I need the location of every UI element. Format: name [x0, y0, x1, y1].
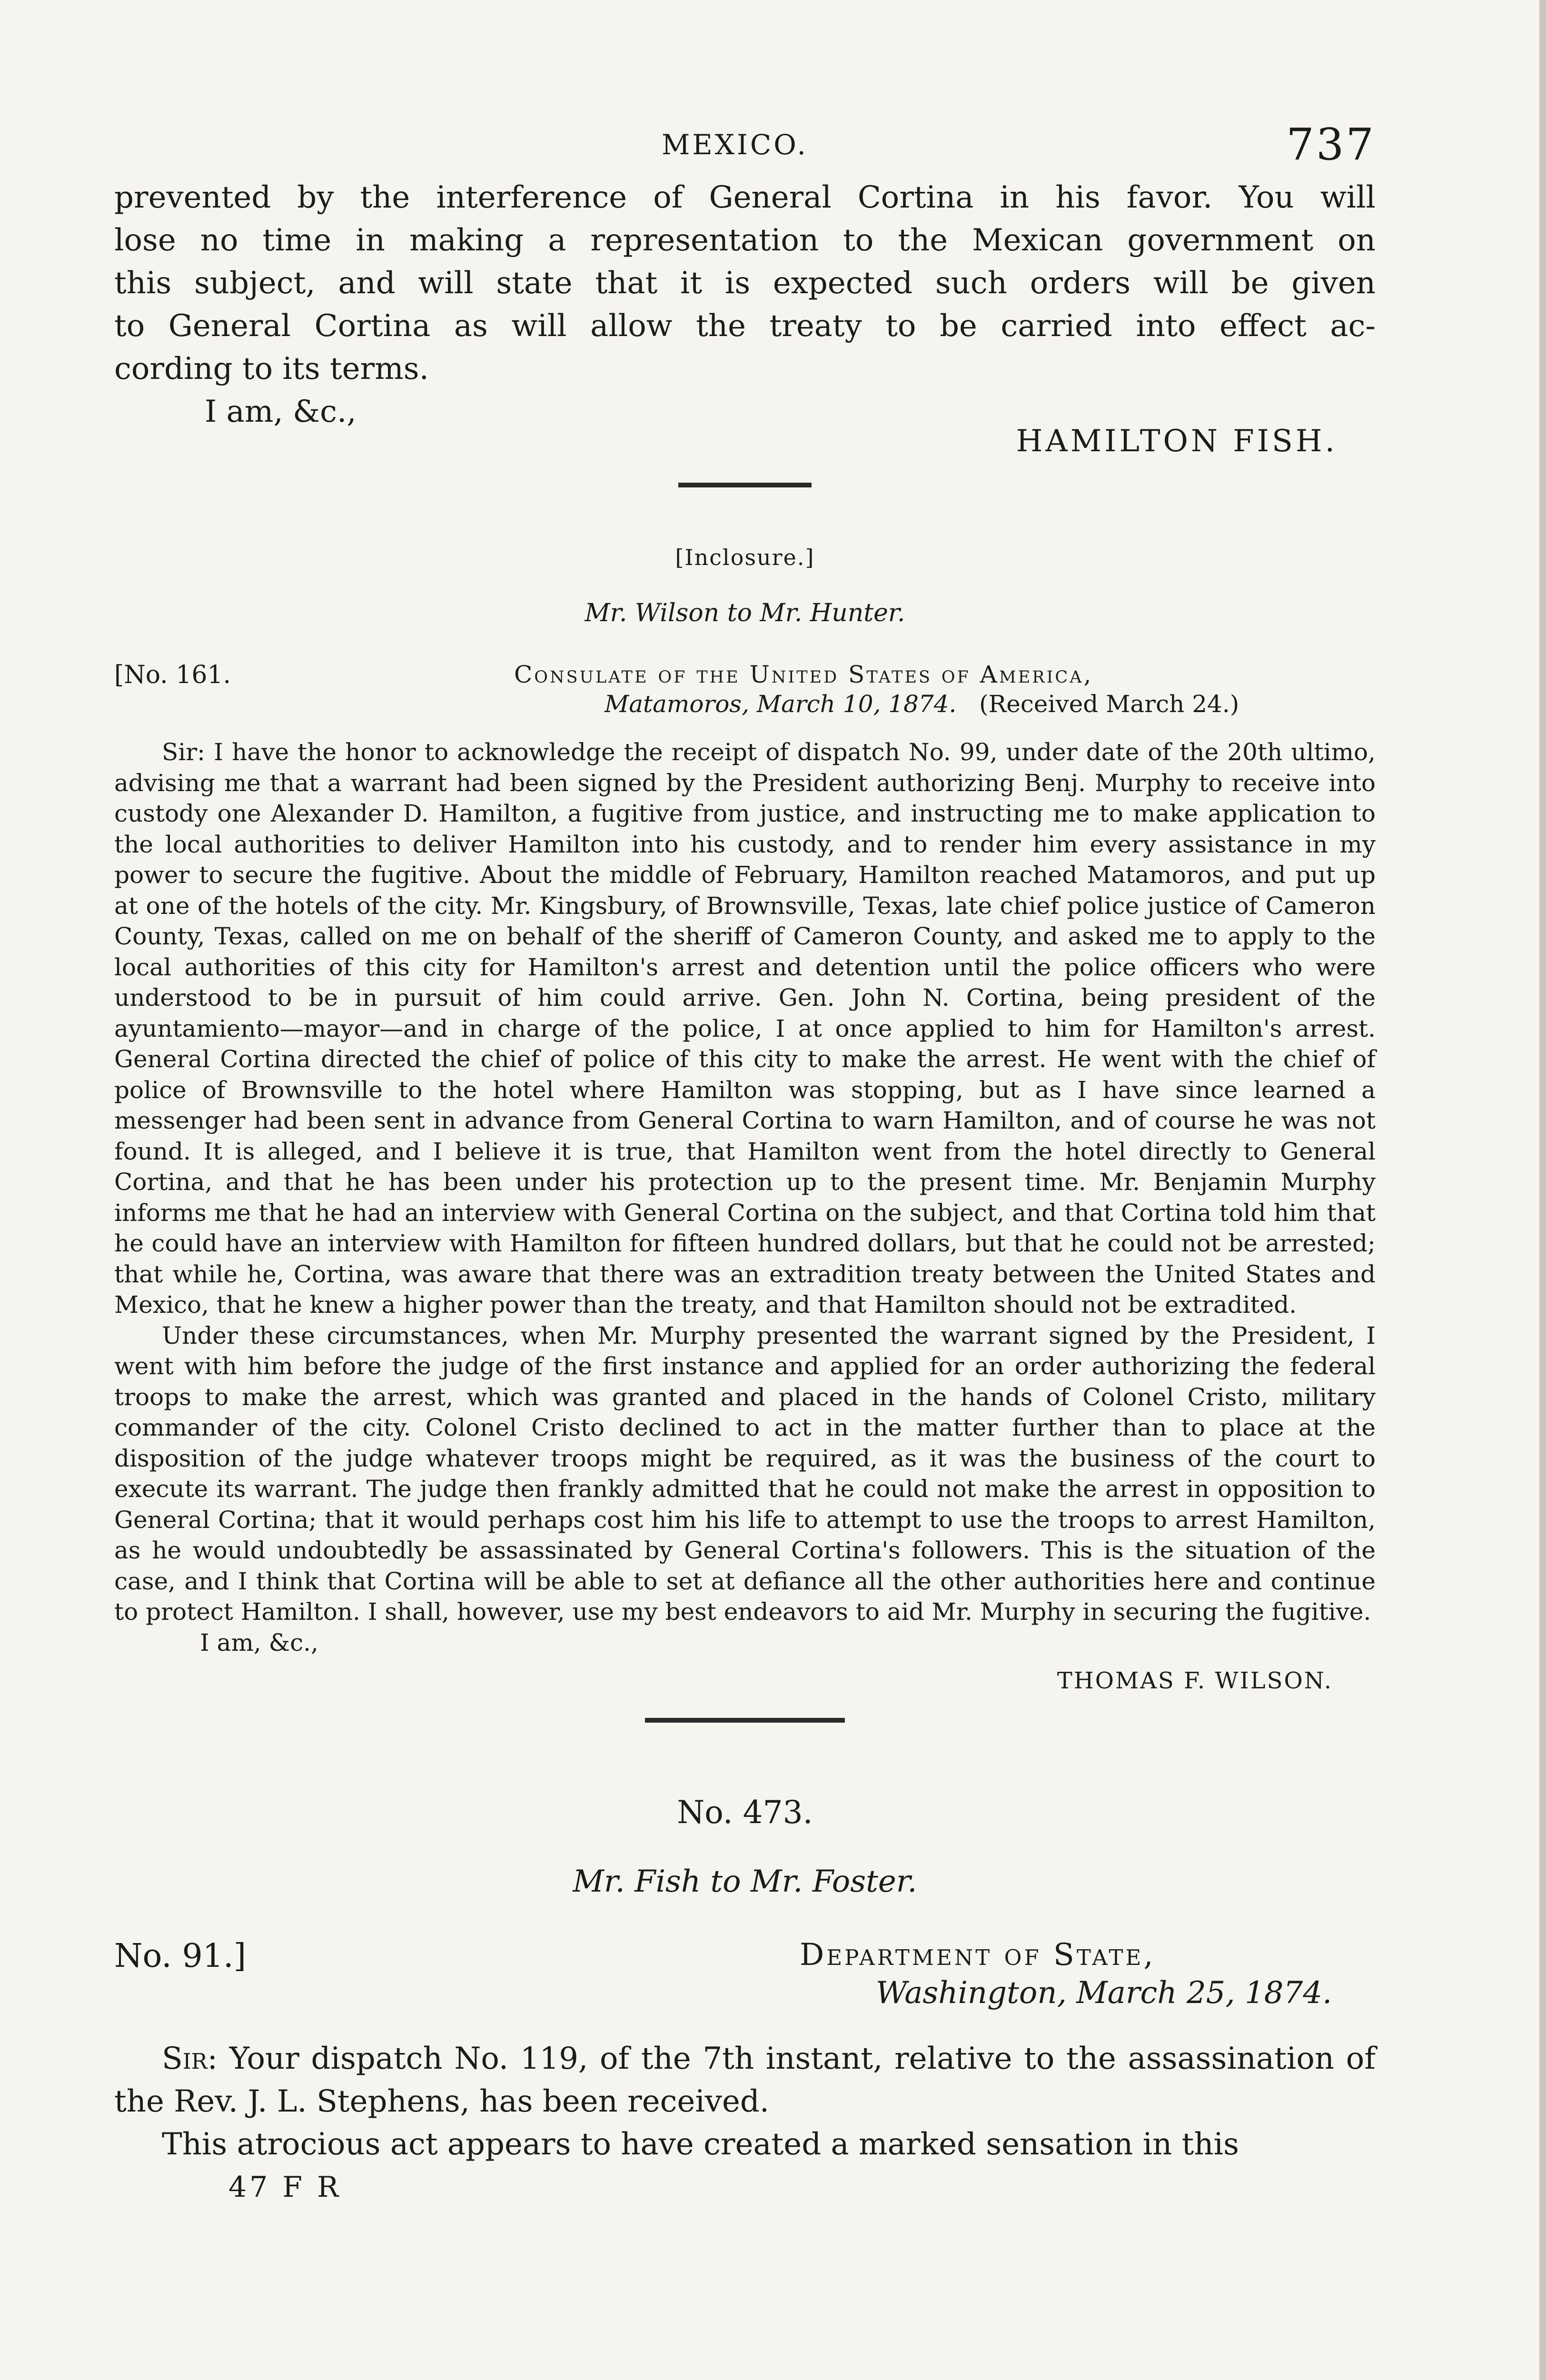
running-head [114, 119, 1376, 176]
section-divider [678, 483, 812, 487]
inclosure-dateline [114, 661, 1376, 732]
body-line: to General Cortina as will allow the treaty to be carried into effect ac- [114, 308, 1376, 344]
place: Washington, [876, 1975, 1067, 2011]
dispatch-number: No. 91.] [114, 1937, 247, 1975]
inclosure-paragraph: Sir: I have the honor to acknowledge the receipt of dispatch No. 99, under date of the 20th ultimo, advising me that a warrant had been signed by the President authorizing Benj. Murphy to receive into custody one Alexander D. Hamilton, a fugitive from justice, and instructing me to make application to the local authorities to deliver Hamilton into his custody, and to render him every assistance in my power to secure the fugitive. About the middle of February, Hamilton reached Matamoros, and put up at one of the hotels of the city. Mr. Kingsbury, of Brownsville, Texas, late chief police justice of Cameron County, Texas, called on me on behalf of the sheriff of Cameron County, and asked me to apply to the local authorities of this city for Hamilton's arrest and detention until the police officers who were understood to be in pursuit of him could arrive. Gen. John N. Cortina, being president of the ayuntamiento—mayor—and in charge of the police, I at once applied to him for Hamilton's arrest. General Cortina directed the chief of police of this city to make the arrest. He went with the chief of police of Brownsville to the hotel where Hamilton was stopping, but as I have since learned a messenger had been sent in advance from General Cortina to warn Hamilton, and of course he was not found. It is alleged, and I believe it is true, that Hamilton went from the hotel directly to General Cortina, and that he has been under his protection up to the present time. Mr. Benjamin Murphy informs me that he had an interview with General Cortina on the subject, and that Cortina told him that he could have an interview with Hamilton for fifteen hundred dollars, but that he could not be arrested; that while he, Cortina, was aware that there was an extradition treaty between the United States and Mexico, that he knew a higher power than the treaty, and that Hamilton should not be extradited. [114, 738, 1376, 1319]
running-title: MEXICO. [662, 129, 808, 161]
top-letter-body [114, 176, 1376, 390]
document-heading: Mr. Fish to Mr. Foster. [573, 1864, 917, 1899]
document-paragraph: This atrocious act appears to have created a marked sensation in this [162, 2127, 1239, 2162]
document-dateline-right [800, 1937, 1376, 2011]
document-body [114, 2037, 1376, 2166]
inclosure-closing: I am, &c., [200, 1628, 318, 1656]
page-number: 737 [1286, 119, 1376, 170]
page-edge-shadow [1539, 0, 1546, 2380]
inclosure-paragraph: Under these circumstances, when Mr. Murphy presented the warrant signed by the President, I went with him before the judge of the first instance and applied for an order authorizing the federal troops to make the arrest, which was granted and placed in the hands of Colonel Cristo, military commander of the city. Colonel Cristo declined to act in the matter further than to place at the disposition of the judge whatever troops might be required, as it was the business of the court to execute its warrant. The judge then frankly admitted that he could not make the arrest in opposition to General Cortina; that it would perhaps cost him his life to attempt to use the troops to arrest Hamilton, as he would undoubtedly be assassinated by General Cortina's followers. This is the situation of the case, and I think that Cortina will be able to set at defiance all the other authorities here and continue to protect Hamilton. I shall, however, use my best endeavors to aid Mr. Murphy in securing the fugitive. [114, 1321, 1376, 1626]
body-line: cording to its terms. [114, 351, 429, 387]
top-letter-closing: I am, &c., [205, 394, 357, 429]
inclosure-heading: Mr. Wilson to Mr. Hunter. [585, 599, 905, 627]
inclosure-body [114, 737, 1376, 1694]
place-date-line [605, 690, 1376, 718]
printer-signature-mark: 47 F R [228, 2171, 342, 2204]
top-letter-signature: HAMILTON FISH. [1016, 424, 1338, 459]
body-line: prevented by the interference of General Cortina in his favor. You will [114, 180, 1376, 215]
salutation: Sir: [162, 2041, 218, 2076]
consulate-line: Consulate of the United States of America, [514, 661, 1093, 688]
place-date-line [876, 1975, 1376, 2011]
document-dateline [114, 1937, 1376, 2037]
inclosure-number: [No. 161. [114, 661, 231, 689]
inclosure-dateline-right [514, 661, 1376, 718]
paragraph-text: Your dispatch No. 119, of the 7th instant, relative to the assassination of the Rev. J. L. Stephens, has been received. [114, 2041, 1376, 2119]
document-number: No. 473. [677, 1794, 813, 1831]
body-line: lose no time in making a representation to the Mexican government on [114, 223, 1376, 258]
document-page [114, 119, 1376, 2204]
inclosure-label: [Inclosure.] [675, 545, 815, 570]
date: March 25, 1874. [1076, 1975, 1332, 2011]
place-date: Matamoros, March 10, 1874. [605, 690, 957, 718]
department-line: Department of State, [800, 1937, 1156, 1973]
inclosure-signature: THOMAS F. WILSON. [1057, 1667, 1333, 1694]
body-line: this subject, and will state that it is expected such orders will be given [114, 266, 1376, 301]
received-date: (Received March 24.) [979, 690, 1239, 718]
section-divider [645, 1718, 845, 1723]
document-paragraph [114, 2037, 1376, 2123]
